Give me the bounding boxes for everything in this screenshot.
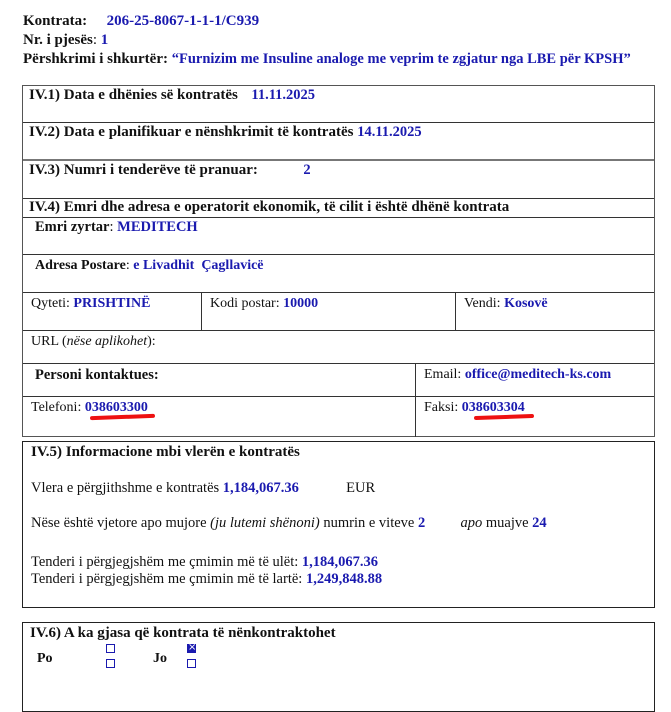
phone-label: Telefoni: <box>31 400 82 415</box>
postal-code-cell <box>201 293 455 330</box>
section-iv3-label: IV.3) Numri i tenderëve të pranuar: <box>29 162 258 178</box>
postal-address-row <box>23 255 654 293</box>
country-cell <box>455 293 654 330</box>
phone-row <box>23 397 654 437</box>
country-label: Vendi: <box>464 296 501 311</box>
url-line <box>31 334 156 350</box>
contact-person-cell <box>23 364 415 396</box>
email-cell <box>415 364 654 396</box>
contract-label: Kontrata: <box>23 13 88 29</box>
official-name-row <box>23 218 654 255</box>
option-yes-checkbox[interactable] <box>106 644 115 653</box>
description-value: “Furnizim me Insuline analoge me veprim te zgjatur nga LBE për KPSH” <box>171 51 631 67</box>
lowest-tender-label: Tenderi i përgjegjshëm me çmimin më të ulët: <box>31 554 299 570</box>
phone-cell <box>23 397 415 437</box>
short-description-line <box>23 50 631 68</box>
email-label: Email: <box>424 367 462 382</box>
section-iv1-label: IV.1) Data e dhënies së kontratës <box>29 87 238 103</box>
official-name-label: Emri zyrtar <box>35 219 110 235</box>
fax-line <box>424 400 525 416</box>
option-yes-checkbox-alt[interactable] <box>106 659 115 668</box>
duration-label-b: numrin e viteve <box>323 515 415 531</box>
award-date: 11.11.2025 <box>251 87 316 103</box>
official-name-value: MEDITECH <box>117 219 198 235</box>
email-line <box>424 367 611 383</box>
part-label: Nr. i pjesës <box>23 32 93 48</box>
option-no-label: Jo <box>153 651 167 666</box>
duration-years: 2 <box>417 515 426 531</box>
section-iv5-label: IV.5) Informacione mbi vlerën e kontratës <box>31 444 300 460</box>
duration-months: 24 <box>532 515 547 531</box>
city-value: PRISHTINË <box>73 296 151 311</box>
section-iv2-line <box>29 124 422 141</box>
option-no-checkbox[interactable] <box>187 644 196 653</box>
total-value-line <box>31 480 375 497</box>
official-name-line: Emri zyrtar: MEDITECH <box>35 219 198 235</box>
contact-row <box>23 364 654 397</box>
city-cell <box>23 293 201 330</box>
fax-value: 038603304 <box>461 400 525 415</box>
contract-details-box <box>22 85 655 437</box>
description-label: Përshkrimi i shkurtër: <box>23 51 168 67</box>
total-value-label: Vlera e përgjithshme e kontratës <box>31 480 220 496</box>
url-label-end: ): <box>147 334 156 349</box>
phone-line <box>31 400 148 416</box>
section-iv1 <box>23 86 654 123</box>
city-label: Qyteti: <box>31 296 70 311</box>
highest-tender-label: Tenderi i përgjegjshëm me çmimin më të lartë: <box>31 571 303 587</box>
section-iv3 <box>23 161 654 199</box>
tenders-received: 2 <box>303 162 311 178</box>
phone-value-redacted <box>85 400 148 416</box>
country-line <box>464 296 548 312</box>
country-value: Kosovë <box>504 296 548 311</box>
part-number: 1 <box>100 32 109 48</box>
duration-months-label: muajve <box>485 515 529 531</box>
city-line <box>31 296 150 312</box>
currency: EUR <box>346 480 376 496</box>
lowest-tender-line <box>31 554 378 571</box>
duration-hint: (ju lutemi shënoni) <box>210 515 320 531</box>
postal-code-value: 10000 <box>283 296 319 311</box>
duration-or: apo <box>460 515 483 531</box>
url-label: URL ( <box>31 334 67 349</box>
contract-number-line <box>23 12 259 30</box>
section-iv4-header <box>23 199 654 218</box>
section-iv6-label: IV.6) A ka gjasa që kontrata të nënkontraktohet <box>30 625 336 641</box>
contact-person-label: Personi kontaktues: <box>35 367 159 383</box>
fax-label: Faksi: <box>424 400 459 415</box>
section-iv5 <box>22 441 655 608</box>
fax-value-redacted <box>462 400 525 416</box>
fax-cell <box>415 397 654 437</box>
url-cell <box>23 331 654 363</box>
contract-number: 206-25-8067-1-1-1/C939 <box>106 13 260 29</box>
section-iv3-line <box>29 162 311 179</box>
duration-line <box>31 515 547 532</box>
postal-address-label: Adresa Postare <box>35 258 126 273</box>
postal-address-value: e Livadhit Çagllavicë <box>133 258 264 273</box>
postal-address-line: Adresa Postare: e Livadhit Çagllavicë <box>35 258 264 273</box>
option-yes-label: Po <box>37 651 53 666</box>
city-row <box>23 293 654 331</box>
duration-label-a: Nëse është vjetore apo mujore <box>31 515 207 531</box>
part-number-line <box>23 31 108 49</box>
section-iv4-label: IV.4) Emri dhe adresa e operatorit ekonomik, të cilit i është dhënë kontrata <box>29 199 510 215</box>
section-iv2 <box>23 123 654 161</box>
option-no-checkbox-alt[interactable] <box>187 659 196 668</box>
section-iv1-line <box>29 87 315 104</box>
url-hint: nëse aplikohet <box>66 334 148 349</box>
postal-code-line <box>210 296 318 312</box>
total-value: 1,184,067.36 <box>222 480 299 496</box>
url-row <box>23 331 654 364</box>
part-colon: : <box>92 32 98 48</box>
section-iv6 <box>22 622 655 712</box>
section-iv2-label: IV.2) Data e planifikuar e nënshkrimit të kontratës <box>29 124 354 140</box>
phone-value: 038603300 <box>84 400 148 415</box>
lowest-tender-value: 1,184,067.36 <box>301 554 379 570</box>
email-value: office@meditech-ks.com <box>464 367 612 382</box>
highest-tender-value: 1,249,848.88 <box>305 571 383 587</box>
postal-code-label: Kodi postar: <box>210 296 280 311</box>
highest-tender-line <box>31 571 382 588</box>
signing-date: 14.11.2025 <box>357 124 422 140</box>
